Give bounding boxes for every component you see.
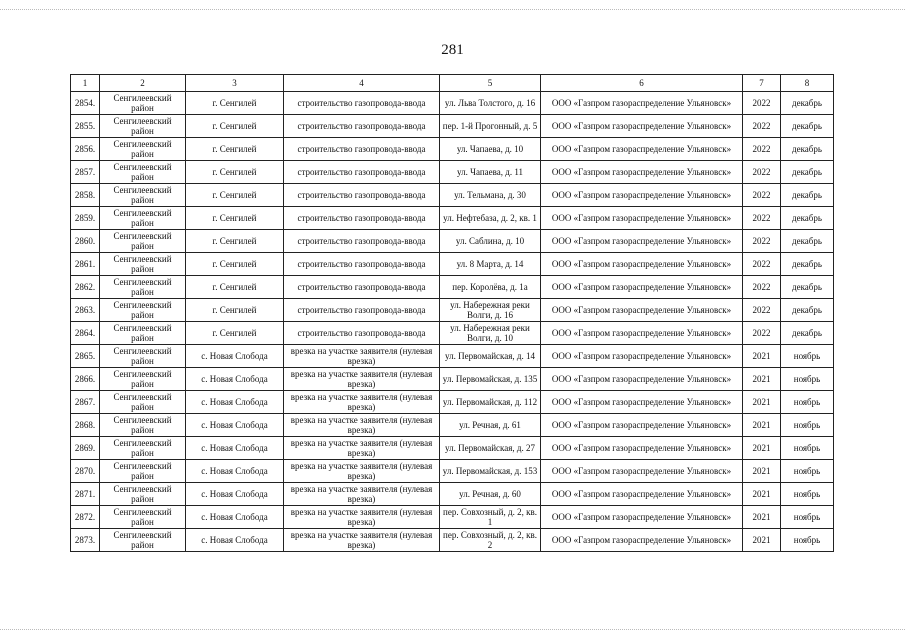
organization-cell: ООО «Газпром газораспределение Ульяновск» <box>541 391 743 414</box>
row-number-cell: 2873. <box>71 529 100 552</box>
table-row <box>71 506 834 529</box>
locality-cell: г. Сенгилей <box>186 230 284 253</box>
year-cell: 2022 <box>743 299 781 322</box>
table-row <box>71 299 834 322</box>
row-number-cell: 2861. <box>71 253 100 276</box>
month-cell: ноябрь <box>781 506 834 529</box>
work-type-cell: строительство газопровода-ввода <box>284 276 440 299</box>
row-number-cell: 2860. <box>71 230 100 253</box>
district-cell: Сенгилеевский район <box>100 483 186 506</box>
work-type-cell: врезка на участке заявителя (нулевая врезка) <box>284 345 440 368</box>
row-number-cell: 2857. <box>71 161 100 184</box>
organization-cell: ООО «Газпром газораспределение Ульяновск» <box>541 230 743 253</box>
address-cell: ул. Речная, д. 60 <box>440 483 541 506</box>
month-cell: ноябрь <box>781 345 834 368</box>
district-cell: Сенгилеевский район <box>100 276 186 299</box>
district-cell: Сенгилеевский район <box>100 115 186 138</box>
page-number: 281 <box>441 42 464 58</box>
table-row <box>71 345 834 368</box>
locality-cell: г. Сенгилей <box>186 161 284 184</box>
organization-cell: ООО «Газпром газораспределение Ульяновск» <box>541 253 743 276</box>
district-cell: Сенгилеевский район <box>100 253 186 276</box>
address-cell: ул. Нефтебаза, д. 2, кв. 1 <box>440 207 541 230</box>
address-cell: ул. Первомайская, д. 112 <box>440 391 541 414</box>
table-row <box>71 184 834 207</box>
address-cell: ул. Набережная реки Волги, д. 10 <box>440 322 541 345</box>
district-cell: Сенгилеевский район <box>100 322 186 345</box>
district-cell: Сенгилеевский район <box>100 437 186 460</box>
work-type-cell: строительство газопровода-ввода <box>284 207 440 230</box>
month-cell: декабрь <box>781 207 834 230</box>
locality-cell: с. Новая Слобода <box>186 483 284 506</box>
organization-cell: ООО «Газпром газораспределение Ульяновск» <box>541 115 743 138</box>
locality-cell: с. Новая Слобода <box>186 460 284 483</box>
month-cell: ноябрь <box>781 391 834 414</box>
scan-bottom-edge <box>0 629 905 631</box>
work-type-cell: врезка на участке заявителя (нулевая врезка) <box>284 414 440 437</box>
organization-cell: ООО «Газпром газораспределение Ульяновск» <box>541 368 743 391</box>
year-cell: 2021 <box>743 368 781 391</box>
organization-cell: ООО «Газпром газораспределение Ульяновск» <box>541 299 743 322</box>
year-cell: 2021 <box>743 437 781 460</box>
work-type-cell: строительство газопровода-ввода <box>284 253 440 276</box>
locality-cell: г. Сенгилей <box>186 276 284 299</box>
locality-cell: г. Сенгилей <box>186 299 284 322</box>
organization-cell: ООО «Газпром газораспределение Ульяновск» <box>541 506 743 529</box>
year-cell: 2022 <box>743 138 781 161</box>
document-table <box>70 74 834 552</box>
column-header-4: 4 <box>284 75 440 92</box>
work-type-cell: врезка на участке заявителя (нулевая врезка) <box>284 506 440 529</box>
row-number-cell: 2866. <box>71 368 100 391</box>
row-number-cell: 2865. <box>71 345 100 368</box>
table-row <box>71 92 834 115</box>
table-row <box>71 460 834 483</box>
organization-cell: ООО «Газпром газораспределение Ульяновск» <box>541 184 743 207</box>
address-cell: ул. Первомайская, д. 153 <box>440 460 541 483</box>
row-number-cell: 2870. <box>71 460 100 483</box>
column-header-6: 6 <box>541 75 743 92</box>
year-cell: 2022 <box>743 230 781 253</box>
work-type-cell: строительство газопровода-ввода <box>284 92 440 115</box>
work-type-cell: врезка на участке заявителя (нулевая врезка) <box>284 529 440 552</box>
work-type-cell: врезка на участке заявителя (нулевая врезка) <box>284 460 440 483</box>
work-type-cell: строительство газопровода-ввода <box>284 230 440 253</box>
row-number-cell: 2868. <box>71 414 100 437</box>
month-cell: декабрь <box>781 92 834 115</box>
district-cell: Сенгилеевский район <box>100 345 186 368</box>
year-cell: 2022 <box>743 322 781 345</box>
row-number-cell: 2854. <box>71 92 100 115</box>
address-cell: ул. Чапаева, д. 11 <box>440 161 541 184</box>
table-header <box>71 75 834 92</box>
header-row <box>71 75 834 92</box>
month-cell: декабрь <box>781 115 834 138</box>
district-cell: Сенгилеевский район <box>100 299 186 322</box>
table-row <box>71 322 834 345</box>
column-header-8: 8 <box>781 75 834 92</box>
locality-cell: г. Сенгилей <box>186 253 284 276</box>
year-cell: 2022 <box>743 115 781 138</box>
work-type-cell: строительство газопровода-ввода <box>284 161 440 184</box>
district-cell: Сенгилеевский район <box>100 506 186 529</box>
table-row <box>71 529 834 552</box>
organization-cell: ООО «Газпром газораспределение Ульяновск» <box>541 161 743 184</box>
month-cell: декабрь <box>781 184 834 207</box>
locality-cell: г. Сенгилей <box>186 207 284 230</box>
table-row <box>71 437 834 460</box>
column-header-1: 1 <box>71 75 100 92</box>
locality-cell: г. Сенгилей <box>186 138 284 161</box>
month-cell: декабрь <box>781 161 834 184</box>
locality-cell: с. Новая Слобода <box>186 529 284 552</box>
month-cell: декабрь <box>781 276 834 299</box>
district-cell: Сенгилеевский район <box>100 414 186 437</box>
work-type-cell: строительство газопровода-ввода <box>284 299 440 322</box>
month-cell: ноябрь <box>781 483 834 506</box>
table-row <box>71 207 834 230</box>
month-cell: ноябрь <box>781 414 834 437</box>
work-type-cell: врезка на участке заявителя (нулевая врезка) <box>284 483 440 506</box>
organization-cell: ООО «Газпром газораспределение Ульяновск» <box>541 345 743 368</box>
year-cell: 2022 <box>743 207 781 230</box>
district-cell: Сенгилеевский район <box>100 368 186 391</box>
address-cell: ул. Первомайская, д. 14 <box>440 345 541 368</box>
work-type-cell: строительство газопровода-ввода <box>284 138 440 161</box>
table-row <box>71 161 834 184</box>
organization-cell: ООО «Газпром газораспределение Ульяновск» <box>541 460 743 483</box>
month-cell: ноябрь <box>781 460 834 483</box>
year-cell: 2022 <box>743 184 781 207</box>
locality-cell: г. Сенгилей <box>186 115 284 138</box>
address-cell: ул. Речная, д. 61 <box>440 414 541 437</box>
address-cell: ул. 8 Марта, д. 14 <box>440 253 541 276</box>
row-number-cell: 2859. <box>71 207 100 230</box>
address-cell: ул. Саблина, д. 10 <box>440 230 541 253</box>
address-cell: пер. Совхозный, д. 2, кв. 2 <box>440 529 541 552</box>
month-cell: декабрь <box>781 230 834 253</box>
organization-cell: ООО «Газпром газораспределение Ульяновск» <box>541 92 743 115</box>
address-cell: ул. Первомайская, д. 27 <box>440 437 541 460</box>
year-cell: 2021 <box>743 391 781 414</box>
locality-cell: с. Новая Слобода <box>186 506 284 529</box>
year-cell: 2022 <box>743 92 781 115</box>
locality-cell: с. Новая Слобода <box>186 345 284 368</box>
table-row <box>71 391 834 414</box>
address-cell: пер. 1-й Прогонный, д. 5 <box>440 115 541 138</box>
address-cell: ул. Набережная реки Волги, д. 16 <box>440 299 541 322</box>
year-cell: 2021 <box>743 529 781 552</box>
table-row <box>71 253 834 276</box>
district-cell: Сенгилеевский район <box>100 207 186 230</box>
year-cell: 2022 <box>743 276 781 299</box>
column-header-3: 3 <box>186 75 284 92</box>
row-number-cell: 2856. <box>71 138 100 161</box>
table-row <box>71 115 834 138</box>
locality-cell: г. Сенгилей <box>186 322 284 345</box>
year-cell: 2021 <box>743 506 781 529</box>
month-cell: ноябрь <box>781 437 834 460</box>
district-cell: Сенгилеевский район <box>100 184 186 207</box>
column-header-7: 7 <box>743 75 781 92</box>
locality-cell: с. Новая Слобода <box>186 414 284 437</box>
row-number-cell: 2864. <box>71 322 100 345</box>
month-cell: ноябрь <box>781 529 834 552</box>
address-cell: ул. Первомайская, д. 135 <box>440 368 541 391</box>
organization-cell: ООО «Газпром газораспределение Ульяновск» <box>541 483 743 506</box>
district-cell: Сенгилеевский район <box>100 529 186 552</box>
year-cell: 2021 <box>743 460 781 483</box>
district-cell: Сенгилеевский район <box>100 460 186 483</box>
locality-cell: г. Сенгилей <box>186 92 284 115</box>
row-number-cell: 2863. <box>71 299 100 322</box>
year-cell: 2021 <box>743 414 781 437</box>
organization-cell: ООО «Газпром газораспределение Ульяновск» <box>541 322 743 345</box>
year-cell: 2021 <box>743 483 781 506</box>
organization-cell: ООО «Газпром газораспределение Ульяновск» <box>541 437 743 460</box>
locality-cell: с. Новая Слобода <box>186 437 284 460</box>
year-cell: 2021 <box>743 345 781 368</box>
table-row <box>71 138 834 161</box>
work-type-cell: врезка на участке заявителя (нулевая врезка) <box>284 391 440 414</box>
row-number-cell: 2871. <box>71 483 100 506</box>
row-number-cell: 2869. <box>71 437 100 460</box>
month-cell: ноябрь <box>781 368 834 391</box>
organization-cell: ООО «Газпром газораспределение Ульяновск» <box>541 414 743 437</box>
row-number-cell: 2855. <box>71 115 100 138</box>
year-cell: 2022 <box>743 161 781 184</box>
table-row <box>71 230 834 253</box>
work-type-cell: строительство газопровода-ввода <box>284 184 440 207</box>
organization-cell: ООО «Газпром газораспределение Ульяновск» <box>541 207 743 230</box>
column-header-5: 5 <box>440 75 541 92</box>
month-cell: декабрь <box>781 299 834 322</box>
month-cell: декабрь <box>781 138 834 161</box>
month-cell: декабрь <box>781 322 834 345</box>
address-cell: ул. Льва Толстого, д. 16 <box>440 92 541 115</box>
table-row <box>71 368 834 391</box>
row-number-cell: 2862. <box>71 276 100 299</box>
address-cell: ул. Чапаева, д. 10 <box>440 138 541 161</box>
address-cell: пер. Совхозный, д. 2, кв. 1 <box>440 506 541 529</box>
scan-top-edge <box>0 9 905 11</box>
month-cell: декабрь <box>781 253 834 276</box>
district-cell: Сенгилеевский район <box>100 391 186 414</box>
organization-cell: ООО «Газпром газораспределение Ульяновск» <box>541 529 743 552</box>
table-row <box>71 276 834 299</box>
address-cell: ул. Тельмана, д. 30 <box>440 184 541 207</box>
column-header-2: 2 <box>100 75 186 92</box>
work-type-cell: врезка на участке заявителя (нулевая врезка) <box>284 437 440 460</box>
row-number-cell: 2858. <box>71 184 100 207</box>
row-number-cell: 2872. <box>71 506 100 529</box>
district-cell: Сенгилеевский район <box>100 138 186 161</box>
year-cell: 2022 <box>743 253 781 276</box>
district-cell: Сенгилеевский район <box>100 92 186 115</box>
work-type-cell: врезка на участке заявителя (нулевая врезка) <box>284 368 440 391</box>
work-type-cell: строительство газопровода-ввода <box>284 322 440 345</box>
organization-cell: ООО «Газпром газораспределение Ульяновск» <box>541 138 743 161</box>
table-row <box>71 414 834 437</box>
organization-cell: ООО «Газпром газораспределение Ульяновск» <box>541 276 743 299</box>
district-cell: Сенгилеевский район <box>100 161 186 184</box>
row-number-cell: 2867. <box>71 391 100 414</box>
address-cell: пер. Королёва, д. 1а <box>440 276 541 299</box>
work-type-cell: строительство газопровода-ввода <box>284 115 440 138</box>
table-row <box>71 483 834 506</box>
locality-cell: г. Сенгилей <box>186 184 284 207</box>
table-body <box>71 92 834 552</box>
locality-cell: с. Новая Слобода <box>186 368 284 391</box>
district-cell: Сенгилеевский район <box>100 230 186 253</box>
locality-cell: с. Новая Слобода <box>186 391 284 414</box>
